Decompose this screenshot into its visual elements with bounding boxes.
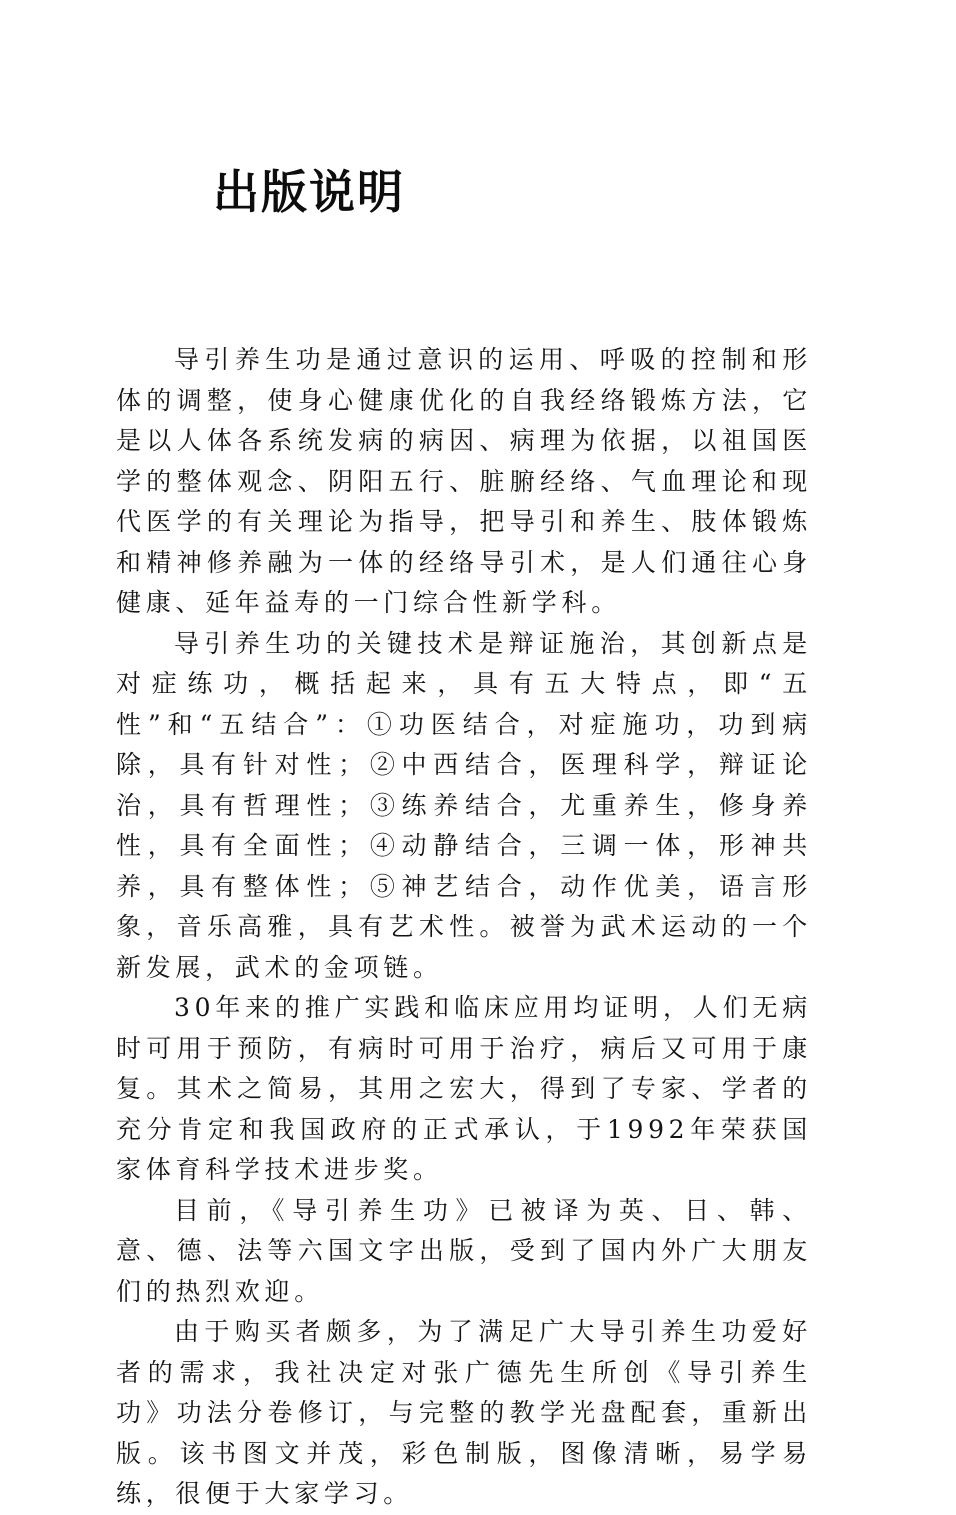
body-text: [116, 340, 812, 1515]
paragraph-republication: 由于购买者颇多，为了满足广大导引养生功爱好者的需求，我社决定对张广德先生所创《导引养生功》功法分卷修订，与完整的教学光盘配套，重新出版。该书图文并茂，彩色制版，图像清晰，易学易练，很便于大家学习。: [116, 1317, 812, 1508]
paragraph-translations: 目前，《导引养生功》已被译为英、日、韩、意、德、法等六国文字出版，受到了国内外广大朋友们的热烈欢迎。: [116, 1195, 812, 1306]
paragraph-intro: 导引养生功是通过意识的运用、呼吸的控制和形体的调整，使身心健康优化的自我经络锻炼方法，它是以人体各系统发病的病因、病理为依据，以祖国医学的整体观念、阴阳五行、脏腑经络、气血理论和现代医学的有关理论为指导，把导引和养生、肢体锻炼和精神修养融为一体的经络导引术，是人们通往心身健康、延年益寿的一门综合性新学科。: [116, 345, 812, 617]
paragraph-features: 导引养生功的关键技术是辩证施治，其创新点是对症练功，概括起来，具有五大特点，即“五性”和“五结合”：①功医结合，对症施功，功到病除，具有针对性；②中西结合，医理科学，辩证论治，具有哲理性；③练养结合，尤重养生，修身养性，具有全面性；④动静结合，三调一体，形神共养，具有整体性；⑤神艺结合，动作优美，语言形象，音乐高雅，具有艺术性。被誉为武术运动的一个新发展，武术的金项链。: [116, 628, 812, 982]
page-title: 出版说明: [213, 165, 405, 219]
paragraph-recognition: 30年来的推广实践和临床应用均证明，人们无病时可用于预防，有病时可用于治疗，病后又可用于康复。其术之简易，其用之宏大，得到了专家、学者的充分肯定和我国政府的正式承认，于1992年荣获国家体育科学技术进步奖。: [116, 993, 812, 1184]
